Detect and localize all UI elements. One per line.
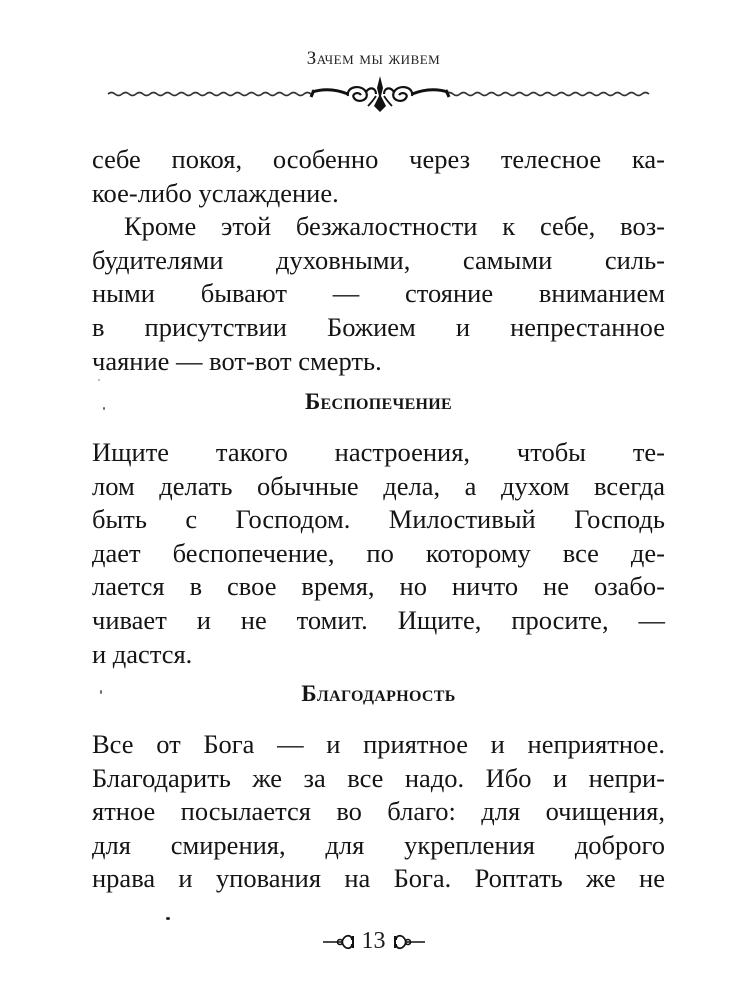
text-line: быть с Господом. Милостивый Господь xyxy=(92,504,665,535)
text-line: Ищите такого настроения, чтобы те- xyxy=(92,437,665,467)
scan-speck xyxy=(100,690,102,694)
text-line: чаяние — вот-вот смерть. xyxy=(92,345,382,376)
page-number-footer xyxy=(0,928,747,955)
fleuron-right-icon xyxy=(392,932,426,952)
text-line: ятное посылается во благо: для очищения, xyxy=(92,796,665,827)
section-1-paragraph xyxy=(92,436,665,671)
text-line: и дастся. xyxy=(92,638,193,669)
text-line: лается в свое время, но ничто не озабо- xyxy=(92,571,665,602)
text-line: кое-либо услаждение. xyxy=(92,177,339,208)
page-number: 13 xyxy=(361,928,386,954)
section-heading-bespopechenie: Беспопечение xyxy=(304,389,453,414)
text-line: лом делать обычные дела, а духом всегда xyxy=(92,470,665,501)
text-line: себе покоя, особенно через телесное ка- xyxy=(92,144,665,174)
text-line: Кроме этой безжалостности к себе, воз- xyxy=(124,211,665,242)
section-heading-blagodarnost: Благодарность xyxy=(301,681,456,706)
scan-speck xyxy=(103,407,105,410)
text-line: Благодарить же за все надо. Ибо и непри- xyxy=(92,762,665,793)
text-line: Все от Бога — и приятное и неприятное. xyxy=(92,729,665,759)
running-head: Зачем мы живем xyxy=(306,48,441,69)
text-line: будителями духовными, самыми силь- xyxy=(92,244,665,275)
section-2-paragraph xyxy=(92,728,665,896)
continued-paragraph xyxy=(92,143,665,378)
text-line: нрава и упования на Бога. Роптать же не xyxy=(92,863,665,894)
scan-speck xyxy=(98,379,100,381)
text-line: дает беспопечение, по которому все де- xyxy=(92,537,665,568)
header-ornament-icon xyxy=(100,76,660,112)
text-line: чивает и не томит. Ищите, просите, — xyxy=(92,604,665,635)
text-line: в присутствии Божием и непрестанное xyxy=(92,311,665,342)
fleuron-left-icon xyxy=(322,932,356,952)
scan-speck xyxy=(166,917,170,920)
text-line: ными бывают — стояние вниманием xyxy=(92,278,665,309)
text-line: для смирения, для укрепления доброго xyxy=(92,829,665,860)
